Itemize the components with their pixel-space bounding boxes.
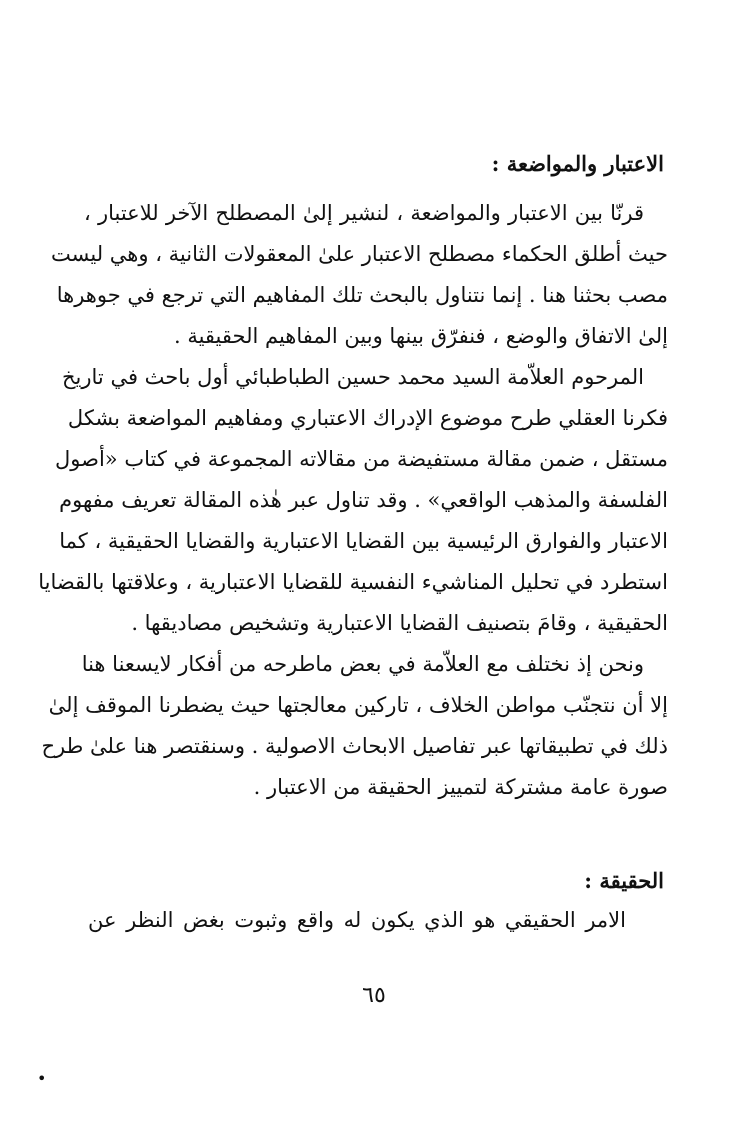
paragraph-1-line-4: إلىٰ الاتفاق والوضع ، فنفرّق بينها وبين المفاهيم الحقيقية .	[173, 324, 668, 348]
section-heading-itibar: الاعتبار والمواضعة :	[491, 151, 664, 176]
paragraph-2-line-5: الاعتبار والفوارق الرئيسية بين القضايا الاعتبارية والقضايا الحقيقية ، كما	[59, 529, 668, 553]
paragraph-2-line-4: الفلسفة والمذهب الواقعي» . وقد تناول عبر هٰذه المقالة تعريف مفهوم	[59, 488, 668, 512]
paragraph-2-line-1: المرحوم العلاّمة السيد محمد حسين الطباطبائي أول باحث في تاريخ	[61, 365, 644, 389]
section-heading-haqiqa: الحقيقة :	[584, 868, 664, 893]
paragraph-2-line-7: الحقيقية ، وقامَ بتصنيف القضايا الاعتبارية وتشخيص مصاديقها .	[131, 611, 668, 635]
paragraph-1-line-1: قرنّا بين الاعتبار والمواضعة ، لنشير إلىٰ المصطلح الآخر للاعتبار ،	[84, 201, 644, 225]
paragraph-3-line-1: ونحن إذ نختلف مع العلاّمة في بعض ماطرحه من أفكار لايسعنا هنا	[81, 652, 644, 676]
paragraph-2-line-3: مستقل ، ضمن مقالة مستفيضة من مقالاته المجموعة في كتاب «أصول	[55, 447, 668, 471]
paragraph-1-line-2: حيث أطلق الحكماء مصطلح الاعتبار علىٰ المعقولات الثانية ، وهي ليست	[51, 242, 668, 266]
paragraph-4-line-1: الامر الحقيقي هو الذي يكون له واقع وثبوت بغض النظر عن	[88, 908, 626, 932]
paragraph-3-line-4: صورة عامة مشتركة لتمييز الحقيقة من الاعتبار .	[253, 775, 668, 799]
paragraph-3-line-2: إلا أن نتجنّب مواطن الخلاف ، تاركين معالجتها حيث يضطرنا الموقف إلىٰ	[48, 693, 668, 717]
paragraph-2-line-2: فكرنا العقلي طرح موضوع الإدراك الاعتباري ومفاهيم المواضعة بشكل	[67, 406, 668, 430]
page-number: ٦٥	[362, 983, 386, 1008]
corner-mark: •	[37, 1069, 47, 1088]
paragraph-2-line-6: استطرد في تحليل المناشيء النفسية للقضايا الاعتبارية ، وعلاقتها بالقضايا	[38, 570, 668, 594]
paragraph-3-line-3: ذلك في تطبيقاتها عبر تفاصيل الابحاث الاصولية . وسنقتصر هنا علىٰ طرح	[41, 734, 668, 758]
paragraph-1-line-3: مصب بحثنا هنا . إنما نتناول بالبحث تلك المفاهيم التي ترجع في جوهرها	[56, 283, 668, 307]
